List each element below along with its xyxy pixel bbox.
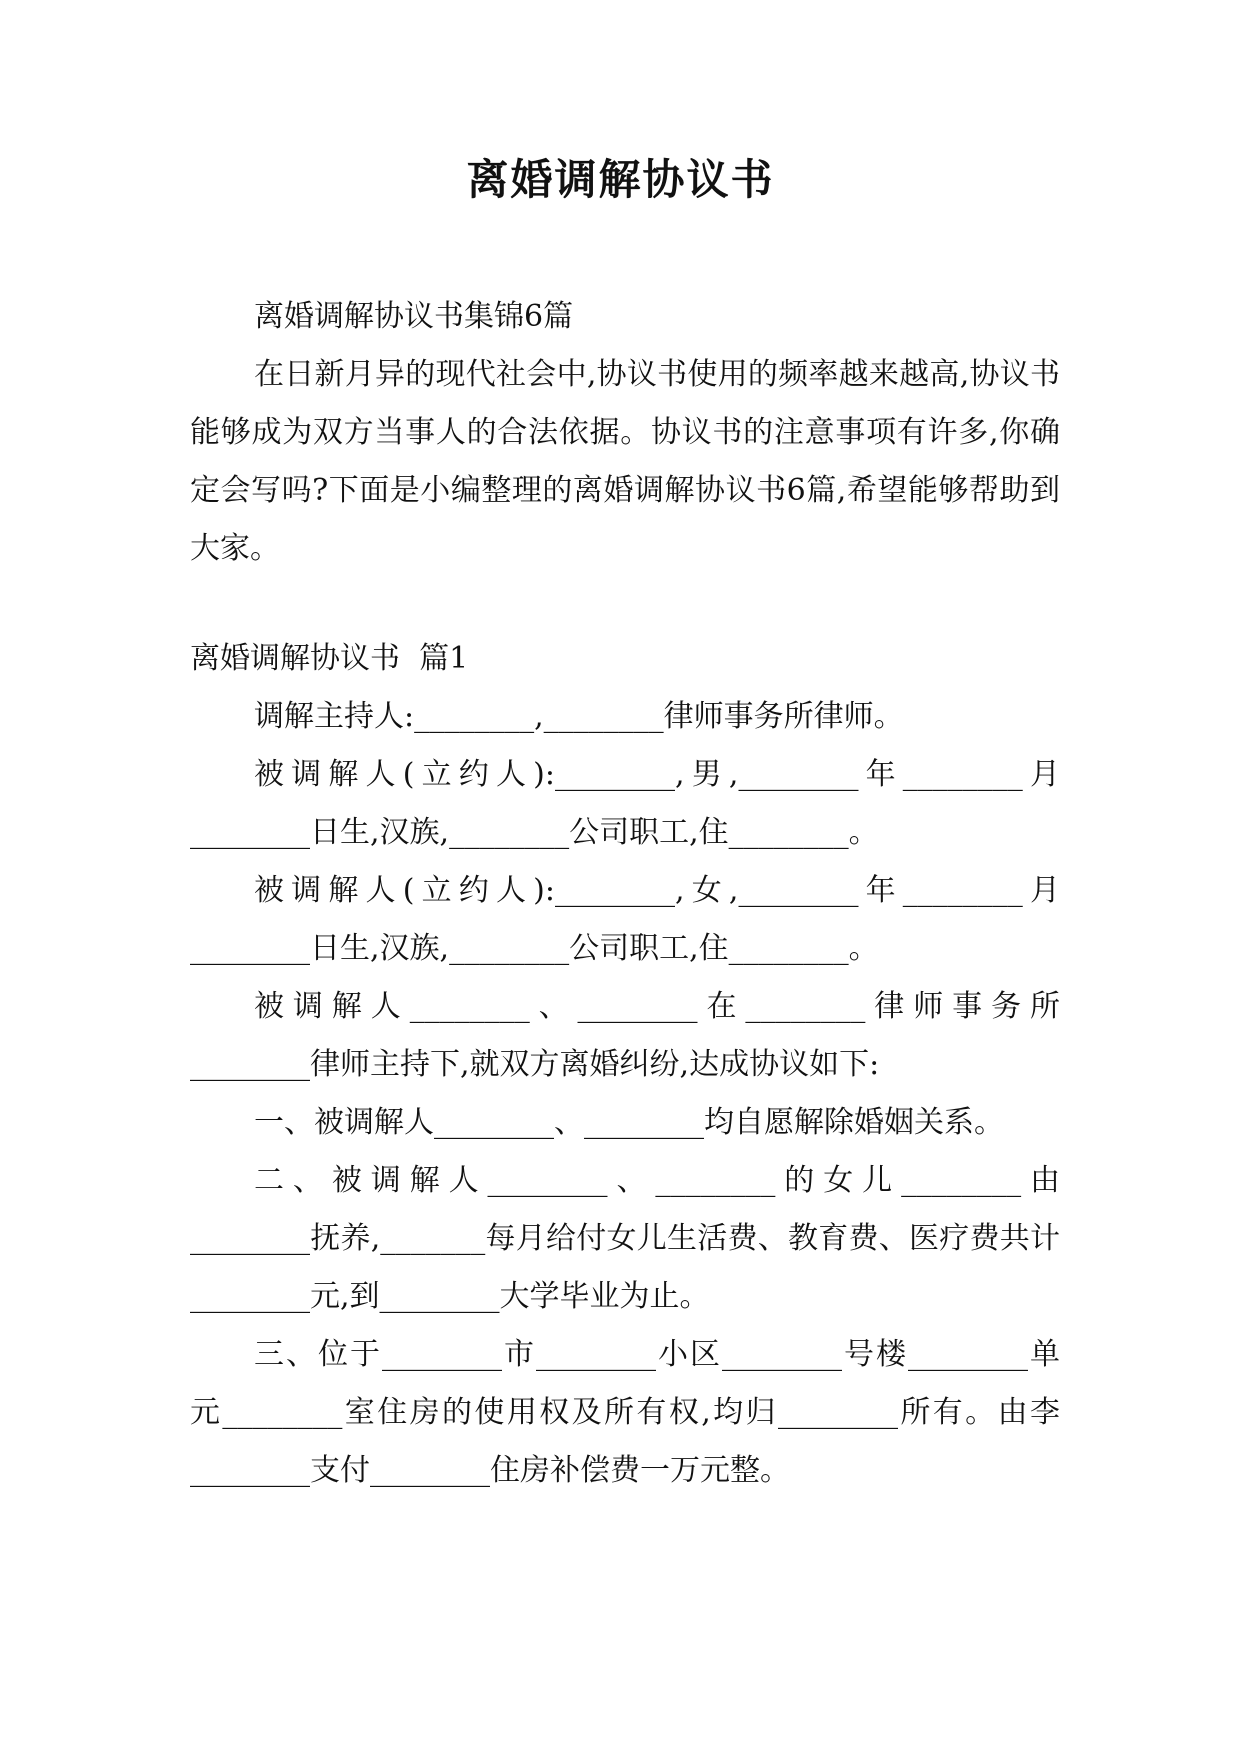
clause-2: 二、被调解人________、________的女儿________由________抚养,_______每月给付女儿生活费、教育费、医疗费共计________元,到________大学毕业为止。 bbox=[190, 1163, 1060, 1314]
document-title: 离婚调解协议书 bbox=[466, 155, 775, 204]
clause-3: 三、位于________市________小区________号楼________单元________室住房的使用权及所有权,均归________所有。由李________支付________住房补偿费一万元整。 bbox=[190, 1337, 1060, 1488]
section-heading-1: 离婚调解协议书 篇1 bbox=[190, 641, 469, 676]
clause-1: 一、被调解人________、________均自愿解除婚姻关系。 bbox=[254, 1105, 1004, 1140]
intro-heading: 离婚调解协议书集锦6篇 bbox=[254, 299, 574, 334]
document-body bbox=[190, 288, 1060, 1500]
paragraph-party-female: 被调解人(立约人):________,女,________年________月________日生,汉族,________公司职工,住________。 bbox=[190, 873, 1060, 966]
intro-paragraph: 在日新月异的现代社会中,协议书使用的频率越来越高,协议书能够成为双方当事人的合法依据。协议书的注意事项有许多,你确定会写吗?下面是小编整理的离婚调解协议书6篇,希望能够帮助到大家。 bbox=[190, 357, 1060, 566]
paragraph-mediator: 调解主持人:________,________律师事务所律师。 bbox=[254, 699, 904, 734]
paragraph-party-male: 被调解人(立约人):________,男,________年________月________日生,汉族,________公司职工,住________。 bbox=[190, 757, 1060, 850]
paragraph-agreement-intro: 被调解人________、________在________律师事务所________律师主持下,就双方离婚纠纷,达成协议如下: bbox=[190, 989, 1060, 1082]
section-spacer bbox=[190, 578, 1060, 630]
